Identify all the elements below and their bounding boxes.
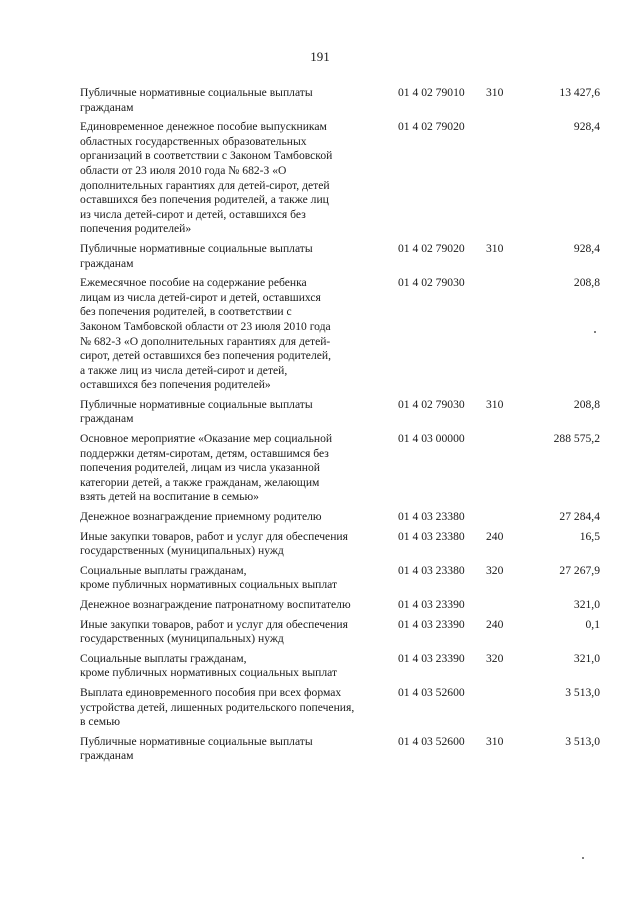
row-type: 310	[486, 86, 504, 99]
row-type: 310	[486, 734, 504, 748]
row-amount: 288 575,2	[553, 432, 600, 446]
table-row	[80, 242, 600, 271]
row-code: 01 4 03 52600	[398, 734, 465, 748]
row-code: 01 4 03 23390	[398, 617, 465, 631]
scan-speck	[594, 331, 596, 333]
row-code: 01 4 02 79020	[398, 241, 465, 255]
row-name: Выплата единовременного пособия при всех формах устройства детей, лишенных родительского попечения, в семью	[80, 685, 355, 729]
table-row	[80, 686, 600, 730]
table-row	[80, 432, 600, 505]
table-row	[80, 735, 600, 764]
row-code: 01 4 03 00000	[398, 432, 465, 446]
row-name: Публичные нормативные социальные выплаты гражданам	[80, 241, 313, 270]
row-amount: 208,8	[573, 276, 600, 290]
row-amount: 16,5	[579, 529, 600, 543]
row-type	[486, 686, 522, 730]
row-type: 310	[486, 397, 504, 411]
row-name: Социальные выплаты гражданам, кроме публичных нормативных социальных выплат	[80, 563, 338, 592]
row-name: Иные закупки товаров, работ и услуг для обеспечения государственных (муниципальных) нужд	[80, 617, 348, 646]
row-type: 240	[486, 617, 504, 631]
table-row	[80, 398, 600, 427]
row-type	[486, 276, 522, 393]
row-amount: 928,4	[573, 120, 600, 134]
scan-speck	[582, 857, 584, 859]
row-code: 01 4 03 23390	[398, 651, 465, 665]
row-code: 01 4 03 52600	[398, 685, 465, 699]
budget-table	[80, 86, 600, 769]
row-amount: 27 284,4	[559, 510, 600, 524]
row-type	[486, 432, 522, 505]
row-name: Социальные выплаты гражданам, кроме публичных нормативных социальных выплат	[80, 651, 338, 680]
row-type: 310	[486, 241, 504, 255]
table-row	[80, 652, 600, 681]
row-type: 240	[486, 529, 504, 543]
row-name: Денежное вознаграждение патронатному воспитателю	[80, 598, 351, 611]
row-name: Основное мероприятие «Оказание мер социальной поддержки детям-сиротам, детям, оставшимся без попечения родителей, лицам из числа указанной категории детей, а также гражданам, желающим взять детей на воспитание в семью»	[80, 432, 333, 504]
row-amount: 13 427,6	[559, 86, 600, 99]
row-name: Публичные нормативные социальные выплаты гражданам	[80, 397, 313, 426]
row-type: 320	[486, 651, 504, 665]
row-type	[486, 598, 522, 613]
row-code: 01 4 03 23380	[398, 510, 465, 524]
row-name: Денежное вознаграждение приемному родителю	[80, 510, 322, 524]
row-name: Публичные нормативные социальные выплаты гражданам	[80, 734, 313, 763]
row-amount: 321,0	[573, 598, 600, 611]
page-number: 191	[310, 49, 330, 64]
row-type	[486, 510, 522, 525]
table-row	[80, 564, 600, 593]
row-code: 01 4 02 79010	[398, 86, 465, 99]
table-row	[80, 530, 600, 559]
row-name: Ежемесячное пособие на содержание ребенка лицам из числа детей-сирот и детей, оставшихся без попечения родителей, в соответствии с Законом Тамбовской области от 23 июля 2010 года № 682-З «О дополнительных гарантиях для детей- сирот, детей оставшихся без попечения родителей, а также лиц из числа детей-сирот и детей, оставшихся без попечения родителей»	[80, 276, 331, 392]
row-amount: 3 513,0	[565, 685, 600, 699]
row-name: Единовременное денежное пособие выпускникам областных государственных образовательных организаций в соответствии с Законом Тамбовской области от 23 июля 2010 года № 682-З «О дополнительных гарантиях для детей-сирот, детей оставшихся без попечения родителей, а также лиц из числа детей-сирот и детей, оставшихся без попечения родителей»	[80, 120, 333, 236]
table-row	[80, 598, 600, 613]
row-type	[486, 120, 522, 237]
row-amount: 208,8	[573, 397, 600, 411]
row-code: 01 4 03 23380	[398, 563, 465, 577]
row-code: 01 4 03 23390	[398, 598, 465, 611]
row-name: Иные закупки товаров, работ и услуг для обеспечения государственных (муниципальных) нужд	[80, 529, 348, 558]
table-row	[80, 510, 600, 525]
table-row	[80, 86, 600, 115]
row-amount: 0,1	[585, 617, 600, 631]
row-amount: 3 513,0	[565, 734, 600, 748]
row-type: 320	[486, 563, 504, 577]
table-row	[80, 120, 600, 237]
row-code: 01 4 02 79030	[398, 276, 465, 290]
row-code: 01 4 02 79030	[398, 397, 465, 411]
row-amount: 27 267,9	[559, 563, 600, 577]
row-name: Публичные нормативные социальные выплаты гражданам	[80, 86, 313, 114]
row-amount: 928,4	[573, 241, 600, 255]
table-row	[80, 276, 600, 393]
row-amount: 321,0	[573, 651, 600, 665]
row-code: 01 4 02 79020	[398, 120, 465, 134]
table-row	[80, 618, 600, 647]
row-code: 01 4 03 23380	[398, 529, 465, 543]
